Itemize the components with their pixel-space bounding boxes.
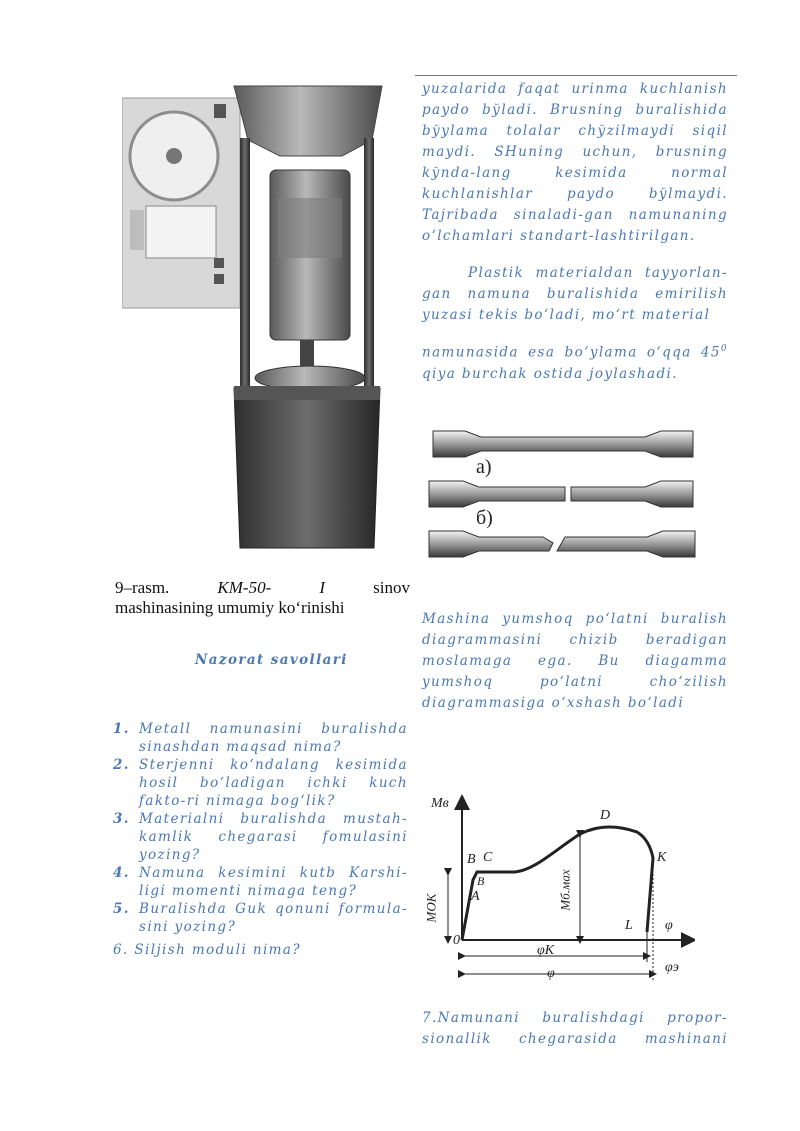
question-item — [113, 900, 408, 936]
diagram-phi-label: φ — [665, 918, 673, 933]
diagram-point-l: L — [625, 918, 633, 933]
header-rule — [415, 75, 737, 76]
paragraph-2-text: Plastik materialdan tayyorlan-gan namuna buralishida emirilish yuzasi tekis bo‘ladi, mo‘rt material — [422, 265, 728, 323]
diagram-point-b: B — [467, 852, 476, 867]
paragraph-1-text: yuzalarida faqat urinma kuchlanish paydo bўladi. Brusning buralishida bўylama tolalar chўzilmaydi siqil maydi. SHuning uchun, brusning kўnda-lang kesimida normal kuchlanishlar paydo bўlmaydi. Tajribada sinaladi-gan namunaning o‘lchamlari standart-lashtirilgan. — [422, 81, 728, 244]
question-item — [113, 720, 408, 756]
question-text: Namuna kesimini kutb Karshi-ligi momenti nimaga teng? — [139, 865, 408, 899]
question-6: 6. Siljish moduli nima? — [113, 942, 301, 958]
caption-line-2: mashinasining umumiy ko‘rinishi — [115, 598, 345, 617]
paragraph-3-text — [422, 339, 728, 364]
diagram-origin-label: 0 — [453, 933, 460, 948]
testing-machine-photo — [122, 78, 390, 553]
paragraph-brittle-material — [422, 339, 728, 385]
caption-prefix: 9–rasm. — [115, 578, 170, 597]
question-text: Sterjenni ko‘ndalang kesimida hosil bo‘ladigan ichki kuch fakto-ri nimaga bog‘lik? — [139, 757, 408, 809]
questions-list — [113, 720, 408, 936]
question-number: 2. — [113, 757, 130, 773]
question-item — [113, 756, 408, 810]
paragraph-machine-diagram — [422, 609, 728, 714]
diagram-y-axis-label: Mв — [431, 796, 449, 811]
diagram-point-a: A — [471, 889, 480, 904]
diagram-phi-bottom-label: φ — [547, 966, 555, 981]
diagram-m-bmax-label: Mб.мах — [557, 869, 573, 911]
diagram-point-k: K — [657, 850, 667, 865]
diagram-labels — [425, 790, 695, 985]
question-number: 4. — [113, 865, 130, 881]
specimen-figure — [425, 425, 700, 560]
question-number: 3. — [113, 811, 130, 827]
question-text: Buralishda Guk qonuni formula-sini yozing? — [139, 901, 408, 935]
diagram-phi-k-label: φK — [537, 943, 555, 958]
caption-sinov: sinov — [373, 578, 410, 597]
specimen-label-a: а) — [476, 456, 492, 478]
caption-line-1 — [115, 578, 410, 598]
questions-title: Nazorat savollari — [195, 652, 348, 668]
diagram-point-b2: B — [477, 874, 485, 888]
caption-machine-model: KM-50- — [217, 578, 272, 597]
question-text: Materialni buralishda mustah-kamlik chegarasi fomulasini yozing? — [139, 811, 408, 863]
paragraph-plastic-material — [422, 263, 728, 326]
question-item — [113, 864, 408, 900]
diagram-phi-e-label: φэ — [665, 960, 679, 975]
degree-superscript: 0 — [720, 344, 728, 354]
paragraph-3-start: namunasida esa bo‘ylama o‘qqa 45 — [422, 344, 721, 361]
diagram-point-d: D — [600, 808, 611, 823]
paragraph-4-text: Mashina yumshoq po‘latni buralish diagrammasini chizib beradigan moslamaga ega. Bu diagamma yumshoq po‘latni cho‘zilish diagrammasiga o‘xshash bo‘ladi — [422, 611, 728, 711]
question-number: 5. — [113, 901, 130, 917]
paragraph-5-text: 7.Namunani buralishdagi propor-sionallik chegarasida mashinani — [422, 1010, 728, 1047]
diagram-m-ok-label: MOK — [423, 893, 439, 923]
paragraph-3-end: qiya burchak ostida joylashadi. — [422, 365, 678, 382]
specimen-label-b: б) — [476, 507, 493, 529]
paragraph-proportionality — [422, 1008, 728, 1050]
paragraph-torsion-stress — [422, 79, 728, 247]
diagram-point-c: C — [483, 850, 493, 865]
question-number: 1. — [113, 721, 130, 737]
question-item — [113, 810, 408, 864]
caption-roman: I — [319, 578, 326, 597]
figure-caption — [115, 578, 410, 618]
question-text: Metall namunasini buralishda sinashdan maqsad nima? — [139, 721, 408, 755]
